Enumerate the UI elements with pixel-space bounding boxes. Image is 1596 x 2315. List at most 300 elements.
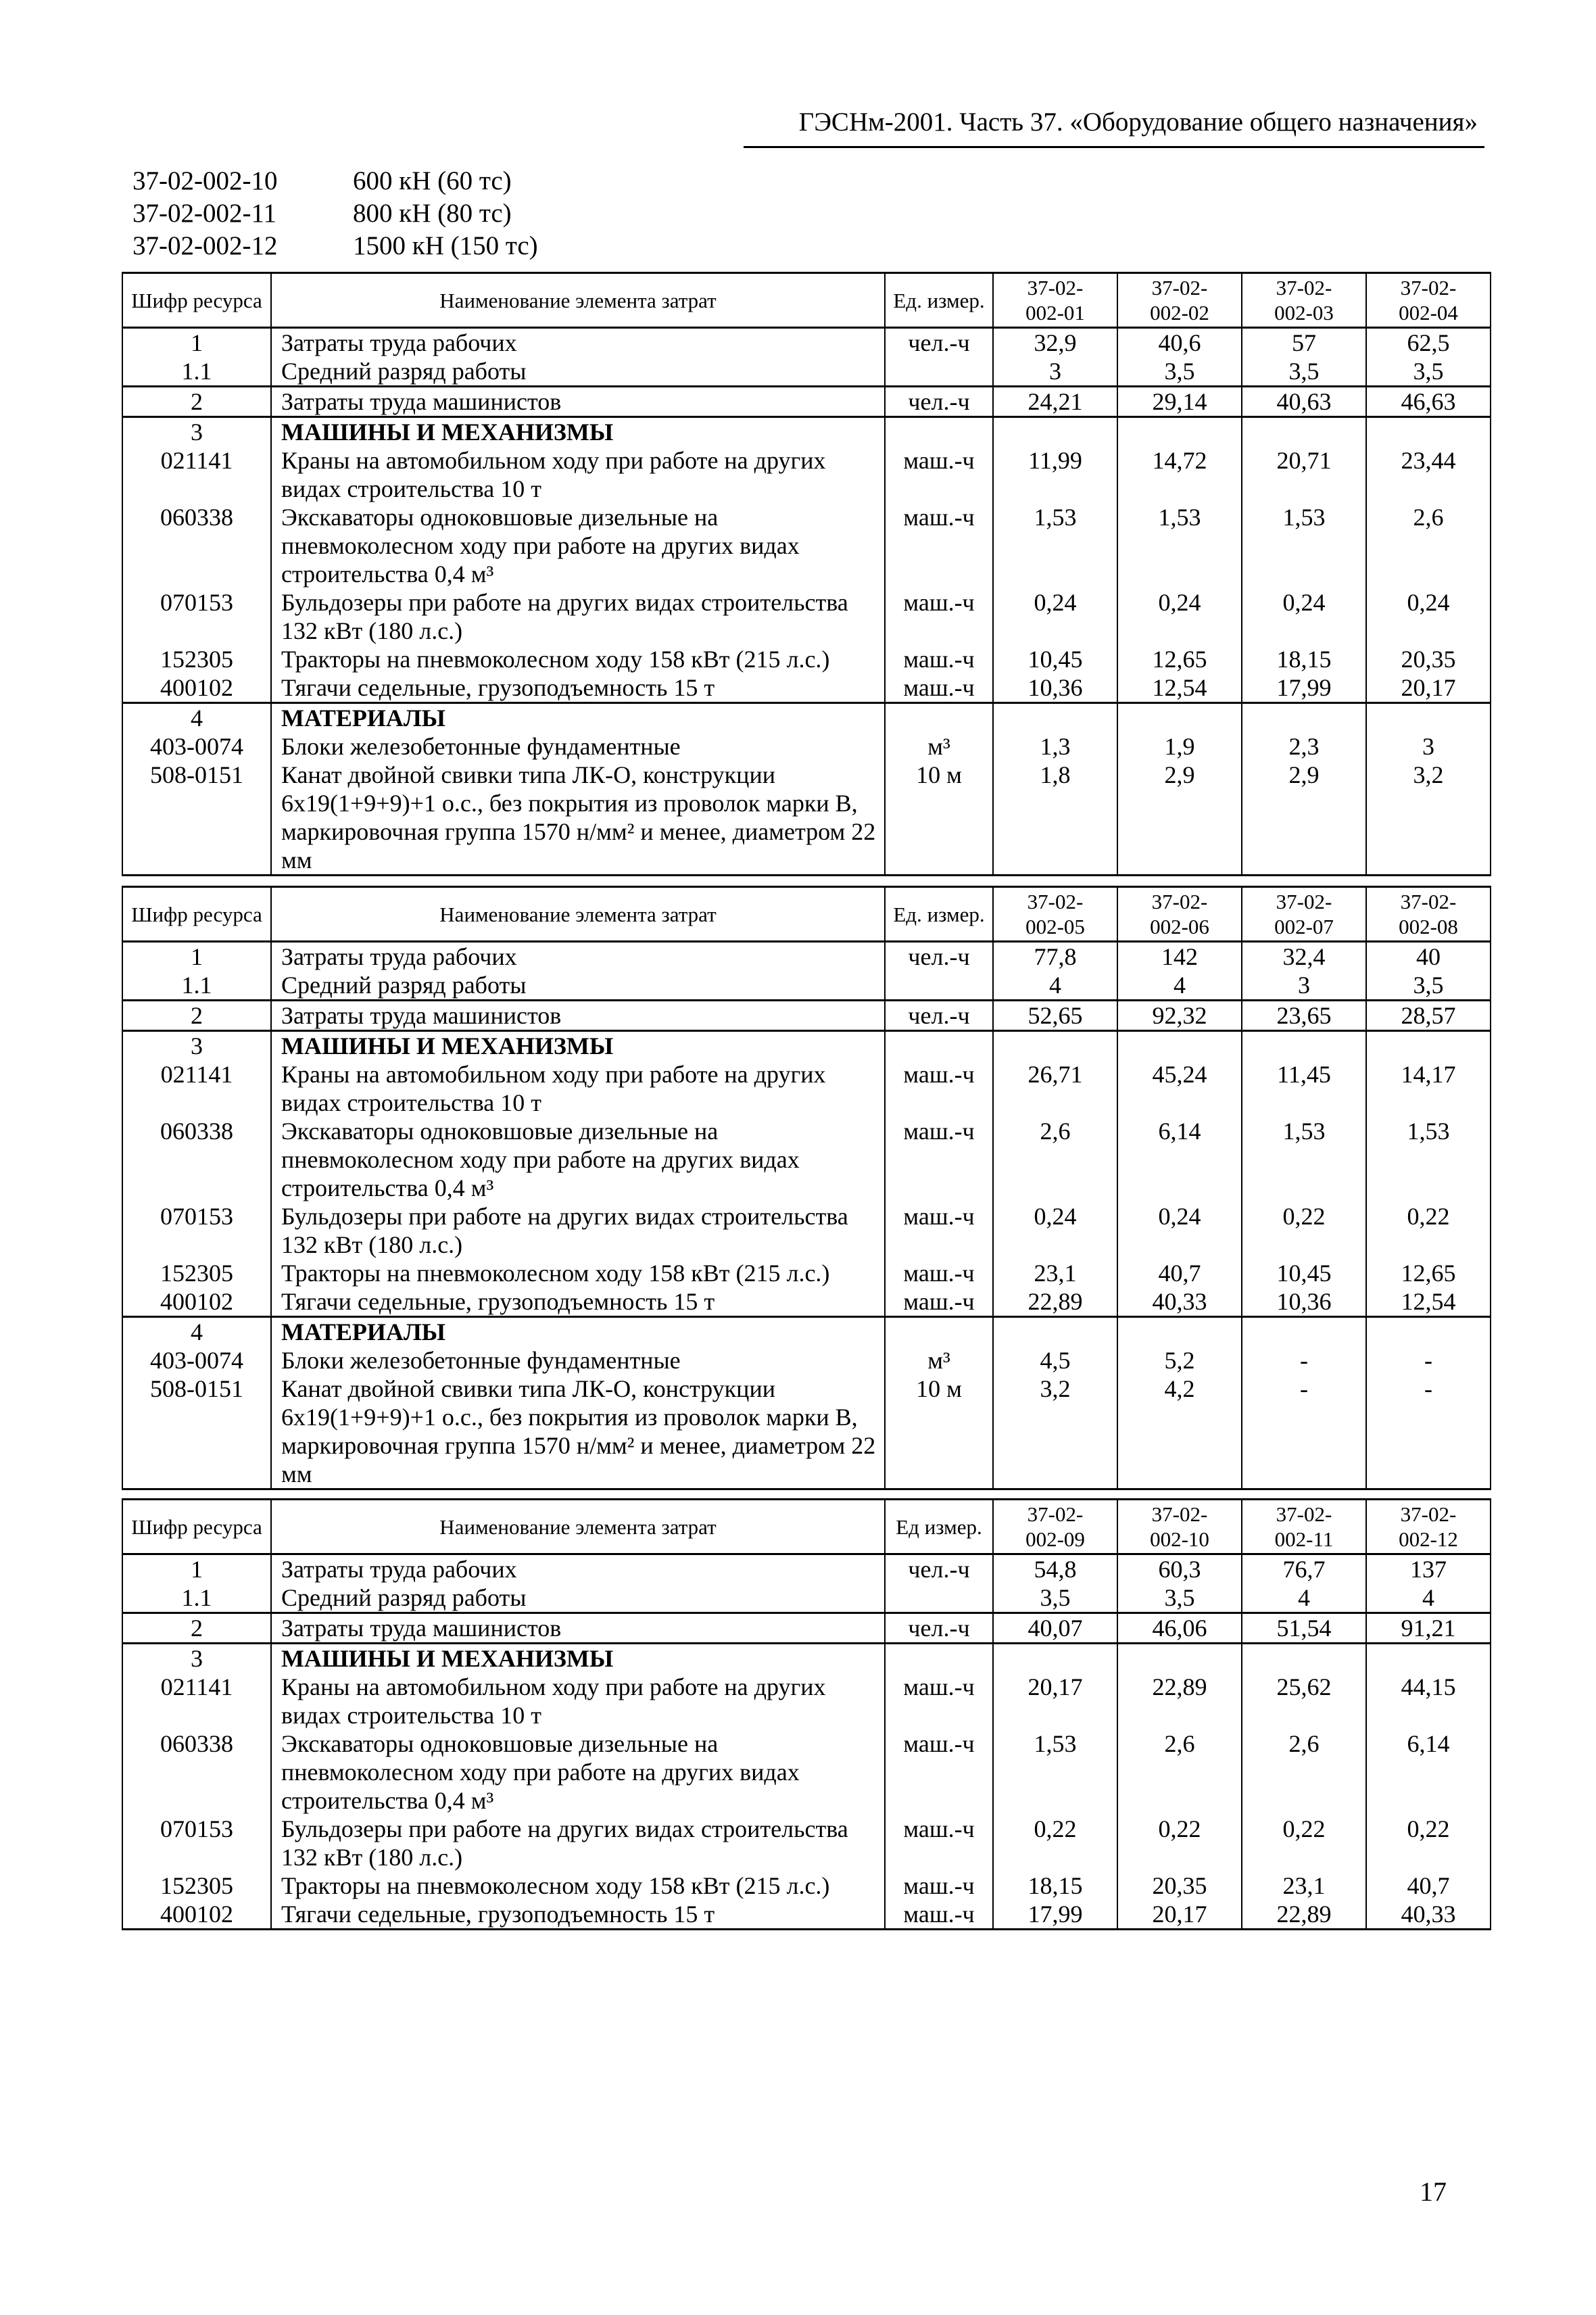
resource-code: 152305	[122, 1871, 271, 1900]
unit-cell: 10 м	[885, 761, 993, 876]
norm-value: 17,99	[1242, 673, 1366, 703]
unit-cell: маш.-ч	[885, 1900, 993, 1930]
resource-code: 400102	[122, 1900, 271, 1930]
empty-cell	[1366, 703, 1491, 733]
cost-element-name: Экскаваторы одноковшовые дизельные на пневмоколесном ходу при работе на других видах строительства 0,4 м³	[271, 503, 885, 588]
cost-element-name: Канат двойной свивки типа ЛК-О, конструкции 6х19(1+9+9)+1 о.с., без покрытия из проволок марки В, маркировочная группа 1570 н/мм² и менее, диаметром 22 мм	[271, 1375, 885, 1489]
norm-value: 91,21	[1366, 1613, 1491, 1644]
empty-cell	[1242, 417, 1366, 447]
section-title: МАШИНЫ И МЕХАНИЗМЫ	[271, 1644, 885, 1673]
unit-cell: маш.-ч	[885, 1729, 993, 1815]
norm-value: 10,36	[993, 673, 1117, 703]
cost-element-name: Канат двойной свивки типа ЛК-О, конструкции 6х19(1+9+9)+1 о.с., без покрытия из проволок марки В, маркировочная группа 1570 н/мм² и менее, диаметром 22 мм	[271, 761, 885, 876]
norm-value: 0,22	[1117, 1815, 1242, 1871]
resource-code: 403-0074	[122, 1346, 271, 1375]
variant-list	[132, 165, 538, 262]
table-row	[122, 1673, 1491, 1729]
cost-element-name: Краны на автомобильном ходу при работе на других видах строительства 10 т	[271, 1673, 885, 1729]
norm-value: 46,63	[1366, 387, 1491, 417]
resource-table-1	[122, 272, 1491, 876]
unit-cell	[885, 357, 993, 387]
norm-value: 3,5	[1366, 357, 1491, 387]
resource-code: 070153	[122, 1815, 271, 1871]
resource-table-2	[122, 886, 1491, 1490]
norm-value: 3,5	[1117, 1583, 1242, 1613]
unit-cell: чел.-ч	[885, 387, 993, 417]
norm-value: 142	[1117, 942, 1242, 972]
unit-cell	[885, 1583, 993, 1613]
header-rule	[744, 146, 1484, 148]
norm-value: 1,53	[993, 1729, 1117, 1815]
unit-cell: 10 м	[885, 1375, 993, 1489]
cost-element-name: Бульдозеры при работе на других видах строительства 132 кВт (180 л.с.)	[271, 1202, 885, 1259]
norm-value: 40,7	[1117, 1259, 1242, 1287]
table-row	[122, 1060, 1491, 1117]
variant-code: 37-02-002-10	[132, 166, 278, 195]
section-title: МАТЕРИАЛЫ	[271, 1317, 885, 1347]
cost-element-name: Затраты труда машинистов	[271, 387, 885, 417]
section-code: 4	[122, 703, 271, 733]
empty-cell	[885, 1644, 993, 1673]
norm-value: 10,36	[1242, 1287, 1366, 1317]
norm-value: 45,24	[1117, 1060, 1242, 1117]
header-norm-code: 37-02- 002-05	[993, 887, 1117, 942]
resource-code: 060338	[122, 1729, 271, 1815]
norm-value: 20,17	[1366, 673, 1491, 703]
cost-element-name: Затраты труда машинистов	[271, 1001, 885, 1031]
header-norm-code: 37-02- 002-12	[1366, 1500, 1491, 1554]
unit-cell: чел.-ч	[885, 1554, 993, 1584]
norm-value: -	[1366, 1346, 1491, 1375]
empty-cell	[1242, 1031, 1366, 1061]
header-norm-code: 37-02- 002-09	[993, 1500, 1117, 1554]
resource-code: 021141	[122, 1060, 271, 1117]
norm-value: 3,5	[993, 1583, 1117, 1613]
norm-value: 12,65	[1366, 1259, 1491, 1287]
unit-cell: чел.-ч	[885, 1001, 993, 1031]
table-row	[122, 1554, 1491, 1584]
header-norm-code: 37-02- 002-11	[1242, 1500, 1366, 1554]
resource-code: 1	[122, 1554, 271, 1584]
norm-value: 3,2	[993, 1375, 1117, 1489]
section-code: 4	[122, 1317, 271, 1347]
resource-code: 2	[122, 1001, 271, 1031]
empty-cell	[1366, 417, 1491, 447]
norm-value: 0,22	[1242, 1202, 1366, 1259]
resource-code: 508-0151	[122, 1375, 271, 1489]
resource-code: 152305	[122, 645, 271, 673]
norm-value: 20,17	[1117, 1900, 1242, 1930]
cost-element-name: Блоки железобетонные фундаментные	[271, 1346, 885, 1375]
norm-value: 1,53	[1242, 503, 1366, 588]
norm-value: 1,53	[1117, 503, 1242, 588]
section-title: МАШИНЫ И МЕХАНИЗМЫ	[271, 1031, 885, 1061]
variant-desc: 1500 кН (150 тс)	[353, 231, 538, 260]
unit-cell: м³	[885, 1346, 993, 1375]
norm-value: 60,3	[1117, 1554, 1242, 1584]
norm-value: 25,62	[1242, 1673, 1366, 1729]
table-row	[122, 1375, 1491, 1489]
norm-value: 4,2	[1117, 1375, 1242, 1489]
table-row	[122, 1202, 1491, 1259]
header-unit: Ед. измер.	[885, 887, 993, 942]
cost-element-name: Тракторы на пневмоколесном ходу 158 кВт (215 л.с.)	[271, 645, 885, 673]
norm-value: 3	[993, 357, 1117, 387]
unit-cell: маш.-ч	[885, 673, 993, 703]
header-norm-code: 37-02- 002-06	[1117, 887, 1242, 942]
norm-value: 4	[1117, 971, 1242, 1001]
norm-value: 92,32	[1117, 1001, 1242, 1031]
header-norm-code: 37-02- 002-10	[1117, 1500, 1242, 1554]
norm-value: 2,6	[993, 1117, 1117, 1202]
norm-value: 2,9	[1117, 761, 1242, 876]
norm-value: 0,22	[1366, 1202, 1491, 1259]
cost-element-name: Тягачи седельные, грузоподъемность 15 т	[271, 673, 885, 703]
empty-cell	[885, 703, 993, 733]
norm-value: 12,54	[1117, 673, 1242, 703]
norm-value: 0,24	[993, 588, 1117, 645]
table-row	[122, 1117, 1491, 1202]
norm-value: 18,15	[1242, 645, 1366, 673]
table-row	[122, 387, 1491, 417]
header-cost-element: Наименование элемента затрат	[271, 1500, 885, 1554]
table-header-row	[122, 1500, 1491, 1554]
unit-cell: м³	[885, 732, 993, 761]
norm-value: 52,65	[993, 1001, 1117, 1031]
table-row	[122, 357, 1491, 387]
table-header-row	[122, 273, 1491, 328]
resource-code: 1.1	[122, 1583, 271, 1613]
empty-cell	[993, 703, 1117, 733]
norm-value: 40,33	[1366, 1900, 1491, 1930]
unit-cell: маш.-ч	[885, 1815, 993, 1871]
norm-value: 1,8	[993, 761, 1117, 876]
cost-element-name: Краны на автомобильном ходу при работе на других видах строительства 10 т	[271, 1060, 885, 1117]
section-row	[122, 1317, 1491, 1347]
norm-value: 20,71	[1242, 446, 1366, 503]
table-header-row	[122, 887, 1491, 942]
cost-element-name: Тягачи седельные, грузоподъемность 15 т	[271, 1287, 885, 1317]
cost-element-name: Тракторы на пневмоколесном ходу 158 кВт (215 л.с.)	[271, 1871, 885, 1900]
norm-value: 3	[1366, 732, 1491, 761]
norm-value: 6,14	[1117, 1117, 1242, 1202]
cost-element-name: Затраты труда рабочих	[271, 328, 885, 358]
resource-code: 403-0074	[122, 732, 271, 761]
resource-code: 070153	[122, 1202, 271, 1259]
section-title: МАШИНЫ И МЕХАНИЗМЫ	[271, 417, 885, 447]
norm-value: 24,21	[993, 387, 1117, 417]
empty-cell	[1242, 1317, 1366, 1347]
norm-value: 22,89	[1242, 1900, 1366, 1930]
norm-value: 2,6	[1117, 1729, 1242, 1815]
resource-code: 060338	[122, 503, 271, 588]
resource-code: 508-0151	[122, 761, 271, 876]
unit-cell: маш.-ч	[885, 1287, 993, 1317]
norm-value: 62,5	[1366, 328, 1491, 358]
empty-cell	[993, 1644, 1117, 1673]
table-row	[122, 1001, 1491, 1031]
cost-element-name: Затраты труда рабочих	[271, 942, 885, 972]
header-resource-code: Шифр ресурса	[122, 1500, 271, 1554]
norm-value: 12,65	[1117, 645, 1242, 673]
cost-element-name: Бульдозеры при работе на других видах строительства 132 кВт (180 л.с.)	[271, 588, 885, 645]
header-norm-code: 37-02- 002-07	[1242, 887, 1366, 942]
norm-value: 3,5	[1242, 357, 1366, 387]
unit-cell: маш.-ч	[885, 1871, 993, 1900]
cost-element-name: Экскаваторы одноковшовые дизельные на пневмоколесном ходу при работе на других видах строительства 0,4 м³	[271, 1729, 885, 1815]
empty-cell	[1366, 1317, 1491, 1347]
cost-element-name: Блоки железобетонные фундаментные	[271, 732, 885, 761]
section-title: МАТЕРИАЛЫ	[271, 703, 885, 733]
norm-value: 46,06	[1117, 1613, 1242, 1644]
empty-cell	[1117, 1031, 1242, 1061]
variant-code: 37-02-002-11	[132, 199, 277, 228]
empty-cell	[993, 417, 1117, 447]
norm-value: 3,2	[1366, 761, 1491, 876]
unit-cell: маш.-ч	[885, 588, 993, 645]
norm-value: 23,1	[993, 1259, 1117, 1287]
unit-cell: чел.-ч	[885, 328, 993, 358]
norm-value: 1,53	[993, 503, 1117, 588]
norm-value: 32,4	[1242, 942, 1366, 972]
cost-element-name: Тягачи седельные, грузоподъемность 15 т	[271, 1900, 885, 1930]
table-row	[122, 1346, 1491, 1375]
unit-cell: маш.-ч	[885, 1202, 993, 1259]
unit-cell: маш.-ч	[885, 503, 993, 588]
section-row	[122, 1031, 1491, 1061]
header-norm-code: 37-02- 002-04	[1366, 273, 1491, 328]
empty-cell	[1117, 1317, 1242, 1347]
empty-cell	[885, 1031, 993, 1061]
header-norm-code: 37-02- 002-02	[1117, 273, 1242, 328]
empty-cell	[993, 1031, 1117, 1061]
resource-code: 2	[122, 387, 271, 417]
norm-value: 0,22	[1366, 1815, 1491, 1871]
header-norm-code: 37-02- 002-03	[1242, 273, 1366, 328]
resource-code: 400102	[122, 673, 271, 703]
header-norm-code: 37-02- 002-01	[993, 273, 1117, 328]
cost-element-name: Краны на автомобильном ходу при работе на других видах строительства 10 т	[271, 446, 885, 503]
norm-value: 10,45	[993, 645, 1117, 673]
empty-cell	[993, 1317, 1117, 1347]
norm-value: 57	[1242, 328, 1366, 358]
section-row	[122, 417, 1491, 447]
norm-value: 137	[1366, 1554, 1491, 1584]
resource-table-3	[122, 1498, 1491, 1930]
norm-value: 4	[993, 971, 1117, 1001]
empty-cell	[1117, 703, 1242, 733]
cost-element-name: Средний разряд работы	[271, 357, 885, 387]
norm-value: 28,57	[1366, 1001, 1491, 1031]
resource-code: 1.1	[122, 357, 271, 387]
resource-code: 021141	[122, 1673, 271, 1729]
cost-element-name: Затраты труда машинистов	[271, 1613, 885, 1644]
table-row	[122, 1259, 1491, 1287]
resource-code: 070153	[122, 588, 271, 645]
norm-value: -	[1242, 1375, 1366, 1489]
norm-value: 6,14	[1366, 1729, 1491, 1815]
empty-cell	[1366, 1031, 1491, 1061]
variant-item	[132, 165, 538, 197]
variant-desc: 800 кН (80 тс)	[353, 199, 512, 228]
header-norm-code: 37-02- 002-08	[1366, 887, 1491, 942]
norm-value: 14,17	[1366, 1060, 1491, 1117]
cost-element-name: Бульдозеры при работе на других видах строительства 132 кВт (180 л.с.)	[271, 1815, 885, 1871]
norm-value: 3,5	[1117, 357, 1242, 387]
norm-value: 0,24	[993, 1202, 1117, 1259]
norm-value: 4	[1366, 1583, 1491, 1613]
norm-value: 40,63	[1242, 387, 1366, 417]
table-row	[122, 446, 1491, 503]
section-code: 3	[122, 417, 271, 447]
page-number: 17	[1420, 2176, 1447, 2207]
norm-value: 23,44	[1366, 446, 1491, 503]
norm-value: 0,22	[993, 1815, 1117, 1871]
norm-value: 76,7	[1242, 1554, 1366, 1584]
norm-value: 4,5	[993, 1346, 1117, 1375]
empty-cell	[885, 417, 993, 447]
norm-value: 1,9	[1117, 732, 1242, 761]
empty-cell	[1242, 1644, 1366, 1673]
norm-value: 0,24	[1242, 588, 1366, 645]
norm-value: 12,54	[1366, 1287, 1491, 1317]
norm-value: 3	[1242, 971, 1366, 1001]
norm-value: 40,33	[1117, 1287, 1242, 1317]
unit-cell: чел.-ч	[885, 1613, 993, 1644]
norm-value: 40,07	[993, 1613, 1117, 1644]
unit-cell: маш.-ч	[885, 1060, 993, 1117]
section-row	[122, 1644, 1491, 1673]
cost-element-name: Средний разряд работы	[271, 1583, 885, 1613]
variant-item	[132, 197, 538, 230]
norm-value: 5,2	[1117, 1346, 1242, 1375]
norm-value: 0,24	[1366, 588, 1491, 645]
unit-cell: маш.-ч	[885, 446, 993, 503]
table-row	[122, 1613, 1491, 1644]
norm-value: 11,45	[1242, 1060, 1366, 1117]
variant-code: 37-02-002-12	[132, 231, 278, 260]
unit-cell: маш.-ч	[885, 645, 993, 673]
norm-value: -	[1366, 1375, 1491, 1489]
norm-value: 29,14	[1117, 387, 1242, 417]
norm-value: 20,35	[1117, 1871, 1242, 1900]
unit-cell	[885, 971, 993, 1001]
resource-code: 152305	[122, 1259, 271, 1287]
resource-code: 1.1	[122, 971, 271, 1001]
variant-desc: 600 кН (60 тс)	[353, 166, 512, 195]
unit-cell: чел.-ч	[885, 942, 993, 972]
table-row	[122, 1287, 1491, 1317]
table-row	[122, 1815, 1491, 1871]
section-row	[122, 703, 1491, 733]
norm-value: 0,24	[1117, 588, 1242, 645]
table-row	[122, 503, 1491, 588]
header-cost-element: Наименование элемента затрат	[271, 887, 885, 942]
table-row	[122, 645, 1491, 673]
norm-value: 2,6	[1366, 503, 1491, 588]
norm-value: 3,5	[1366, 971, 1491, 1001]
empty-cell	[1242, 703, 1366, 733]
unit-cell: маш.-ч	[885, 1673, 993, 1729]
norm-value: 20,17	[993, 1673, 1117, 1729]
norm-value: 77,8	[993, 942, 1117, 972]
cost-element-name: Средний разряд работы	[271, 971, 885, 1001]
norm-value: 20,35	[1366, 645, 1491, 673]
table-row	[122, 1871, 1491, 1900]
norm-value: 22,89	[993, 1287, 1117, 1317]
resource-code: 2	[122, 1613, 271, 1644]
table-row	[122, 971, 1491, 1001]
norm-value: 17,99	[993, 1900, 1117, 1930]
cost-element-name: Тракторы на пневмоколесном ходу 158 кВт (215 л.с.)	[271, 1259, 885, 1287]
header-resource-code: Шифр ресурса	[122, 273, 271, 328]
empty-cell	[1117, 1644, 1242, 1673]
header-unit: Ед. измер.	[885, 273, 993, 328]
norm-value: 11,99	[993, 446, 1117, 503]
norm-value: 40,6	[1117, 328, 1242, 358]
norm-value: 44,15	[1366, 1673, 1491, 1729]
empty-cell	[1117, 417, 1242, 447]
resource-code: 021141	[122, 446, 271, 503]
norm-value: 32,9	[993, 328, 1117, 358]
norm-value: -	[1242, 1346, 1366, 1375]
norm-value: 23,65	[1242, 1001, 1366, 1031]
cost-element-name: Затраты труда рабочих	[271, 1554, 885, 1584]
table-row	[122, 328, 1491, 358]
resource-code: 060338	[122, 1117, 271, 1202]
empty-cell	[1366, 1644, 1491, 1673]
header-cost-element: Наименование элемента затрат	[271, 273, 885, 328]
resource-code: 400102	[122, 1287, 271, 1317]
table-row	[122, 761, 1491, 876]
section-code: 3	[122, 1644, 271, 1673]
norm-value: 26,71	[993, 1060, 1117, 1117]
norm-value: 2,3	[1242, 732, 1366, 761]
norm-value: 2,6	[1242, 1729, 1366, 1815]
norm-value: 40	[1366, 942, 1491, 972]
cost-element-name: Экскаваторы одноковшовые дизельные на пневмоколесном ходу при работе на других видах строительства 0,4 м³	[271, 1117, 885, 1202]
table-row	[122, 1729, 1491, 1815]
norm-value: 18,15	[993, 1871, 1117, 1900]
header-unit: Ед измер.	[885, 1500, 993, 1554]
norm-value: 40,7	[1366, 1871, 1491, 1900]
unit-cell: маш.-ч	[885, 1259, 993, 1287]
section-code: 3	[122, 1031, 271, 1061]
norm-value: 1,53	[1366, 1117, 1491, 1202]
unit-cell: маш.-ч	[885, 1117, 993, 1202]
norm-value: 10,45	[1242, 1259, 1366, 1287]
norm-value: 0,22	[1242, 1815, 1366, 1871]
norm-value: 1,53	[1242, 1117, 1366, 1202]
page-header-title: ГЭСНм-2001. Часть 37. «Оборудование общего назначения»	[798, 108, 1478, 137]
norm-value: 51,54	[1242, 1613, 1366, 1644]
norm-value: 4	[1242, 1583, 1366, 1613]
table-row	[122, 942, 1491, 972]
variant-item	[132, 230, 538, 262]
norm-value: 22,89	[1117, 1673, 1242, 1729]
norm-value: 2,9	[1242, 761, 1366, 876]
header-resource-code: Шифр ресурса	[122, 887, 271, 942]
norm-value: 14,72	[1117, 446, 1242, 503]
table-row	[122, 1900, 1491, 1930]
resource-code: 1	[122, 942, 271, 972]
empty-cell	[885, 1317, 993, 1347]
norm-value: 54,8	[993, 1554, 1117, 1584]
norm-value: 0,24	[1117, 1202, 1242, 1259]
norm-value: 1,3	[993, 732, 1117, 761]
table-row	[122, 1583, 1491, 1613]
norm-value: 23,1	[1242, 1871, 1366, 1900]
